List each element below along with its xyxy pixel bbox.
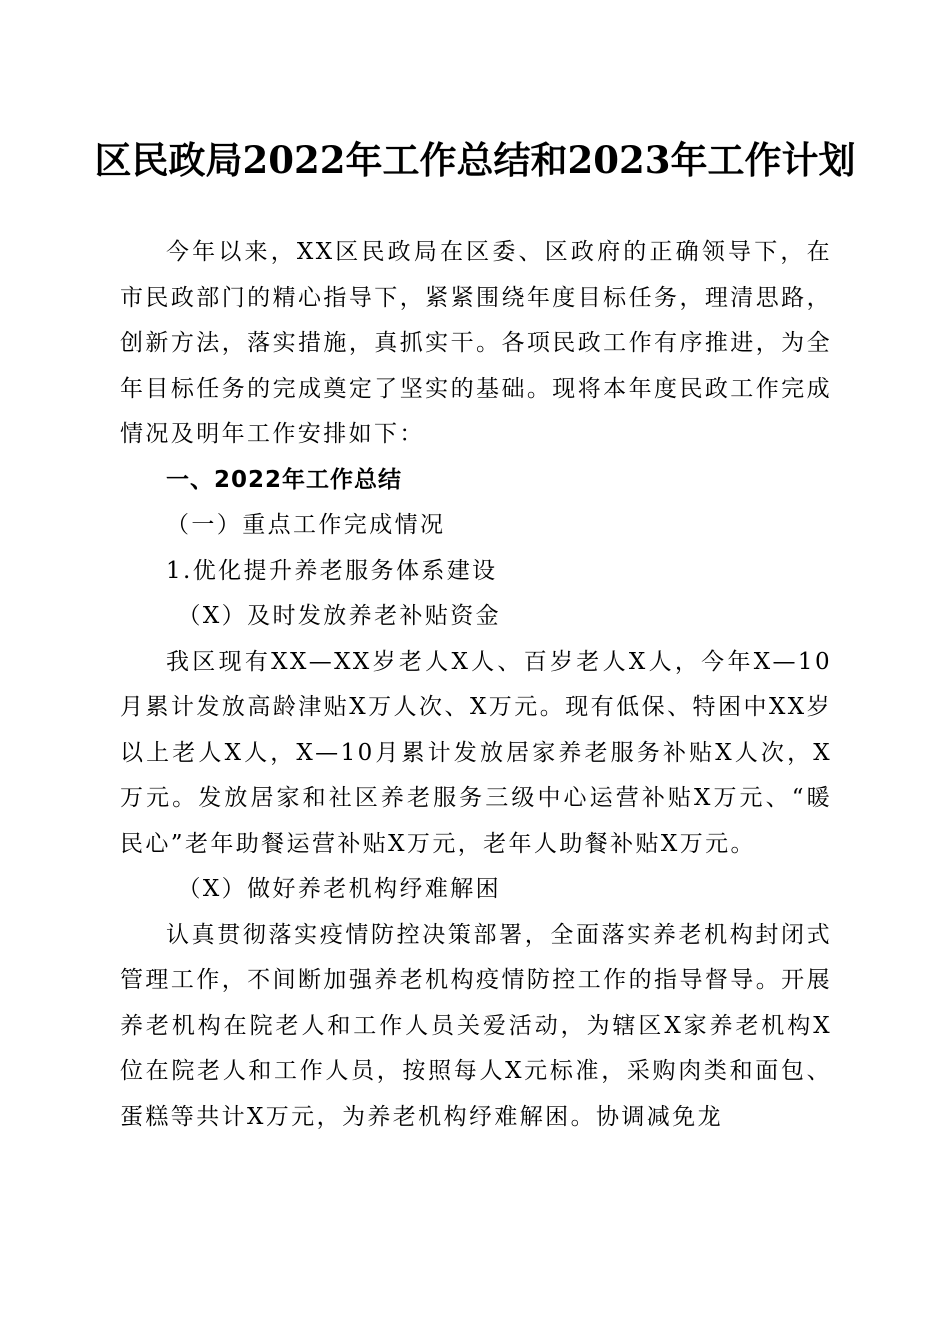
document-title: 区民政局2022年工作总结和2023年工作计划 xyxy=(94,138,856,182)
intro-paragraph: 今年以来，XX区民政局在区委、区政府的正确领导下，在市民政部门的精心指导下，紧紧围绕年度目标任务，理清思路，创新方法，落实措施，真抓实干。各项民政工作有序推进，为全年目标任务的完成奠定了坚实的基础。现将本年度民政工作完成情况及明年工作安排如下： xyxy=(120,239,832,447)
subitem-heading-subsidy: （X）及时发放养老补贴资金 xyxy=(177,603,502,629)
subsidy-paragraph: 我区现有XX—XX岁老人X人、百岁老人X人，今年X—10月累计发放高龄津贴X万人次、X万元。现有低保、特困中XX岁以上老人X人，X—10月累计发放居家养老服务补贴X人次，X万元。发放居家和社区养老服务三级中心运营补贴X万元、“暖民心”老年助餐运营补贴X万元，老年人助餐补贴X万元。 xyxy=(120,648,832,857)
subitem-heading-relief: （X）做好养老机构纾难解困 xyxy=(177,876,502,902)
section-heading: 一、2022年工作总结 xyxy=(166,466,403,493)
item-heading: 1.优化提升养老服务体系建设 xyxy=(166,557,498,584)
relief-paragraph: 认真贯彻落实疫情防控决策部署，全面落实养老机构封闭式管理工作，不间断加强养老机构疫情防控工作的指导督导。开展养老机构在院老人和工作人员关爱活动，为辖区X家养老机构X位在院老人和工作人员，按照每人X元标准，采购肉类和面包、蛋糕等共计X万元，为养老机构纾难解困。协调减免龙 xyxy=(120,921,832,1130)
document-body xyxy=(120,230,832,1140)
subsection-heading: （一）重点工作完成情况 xyxy=(166,512,446,538)
